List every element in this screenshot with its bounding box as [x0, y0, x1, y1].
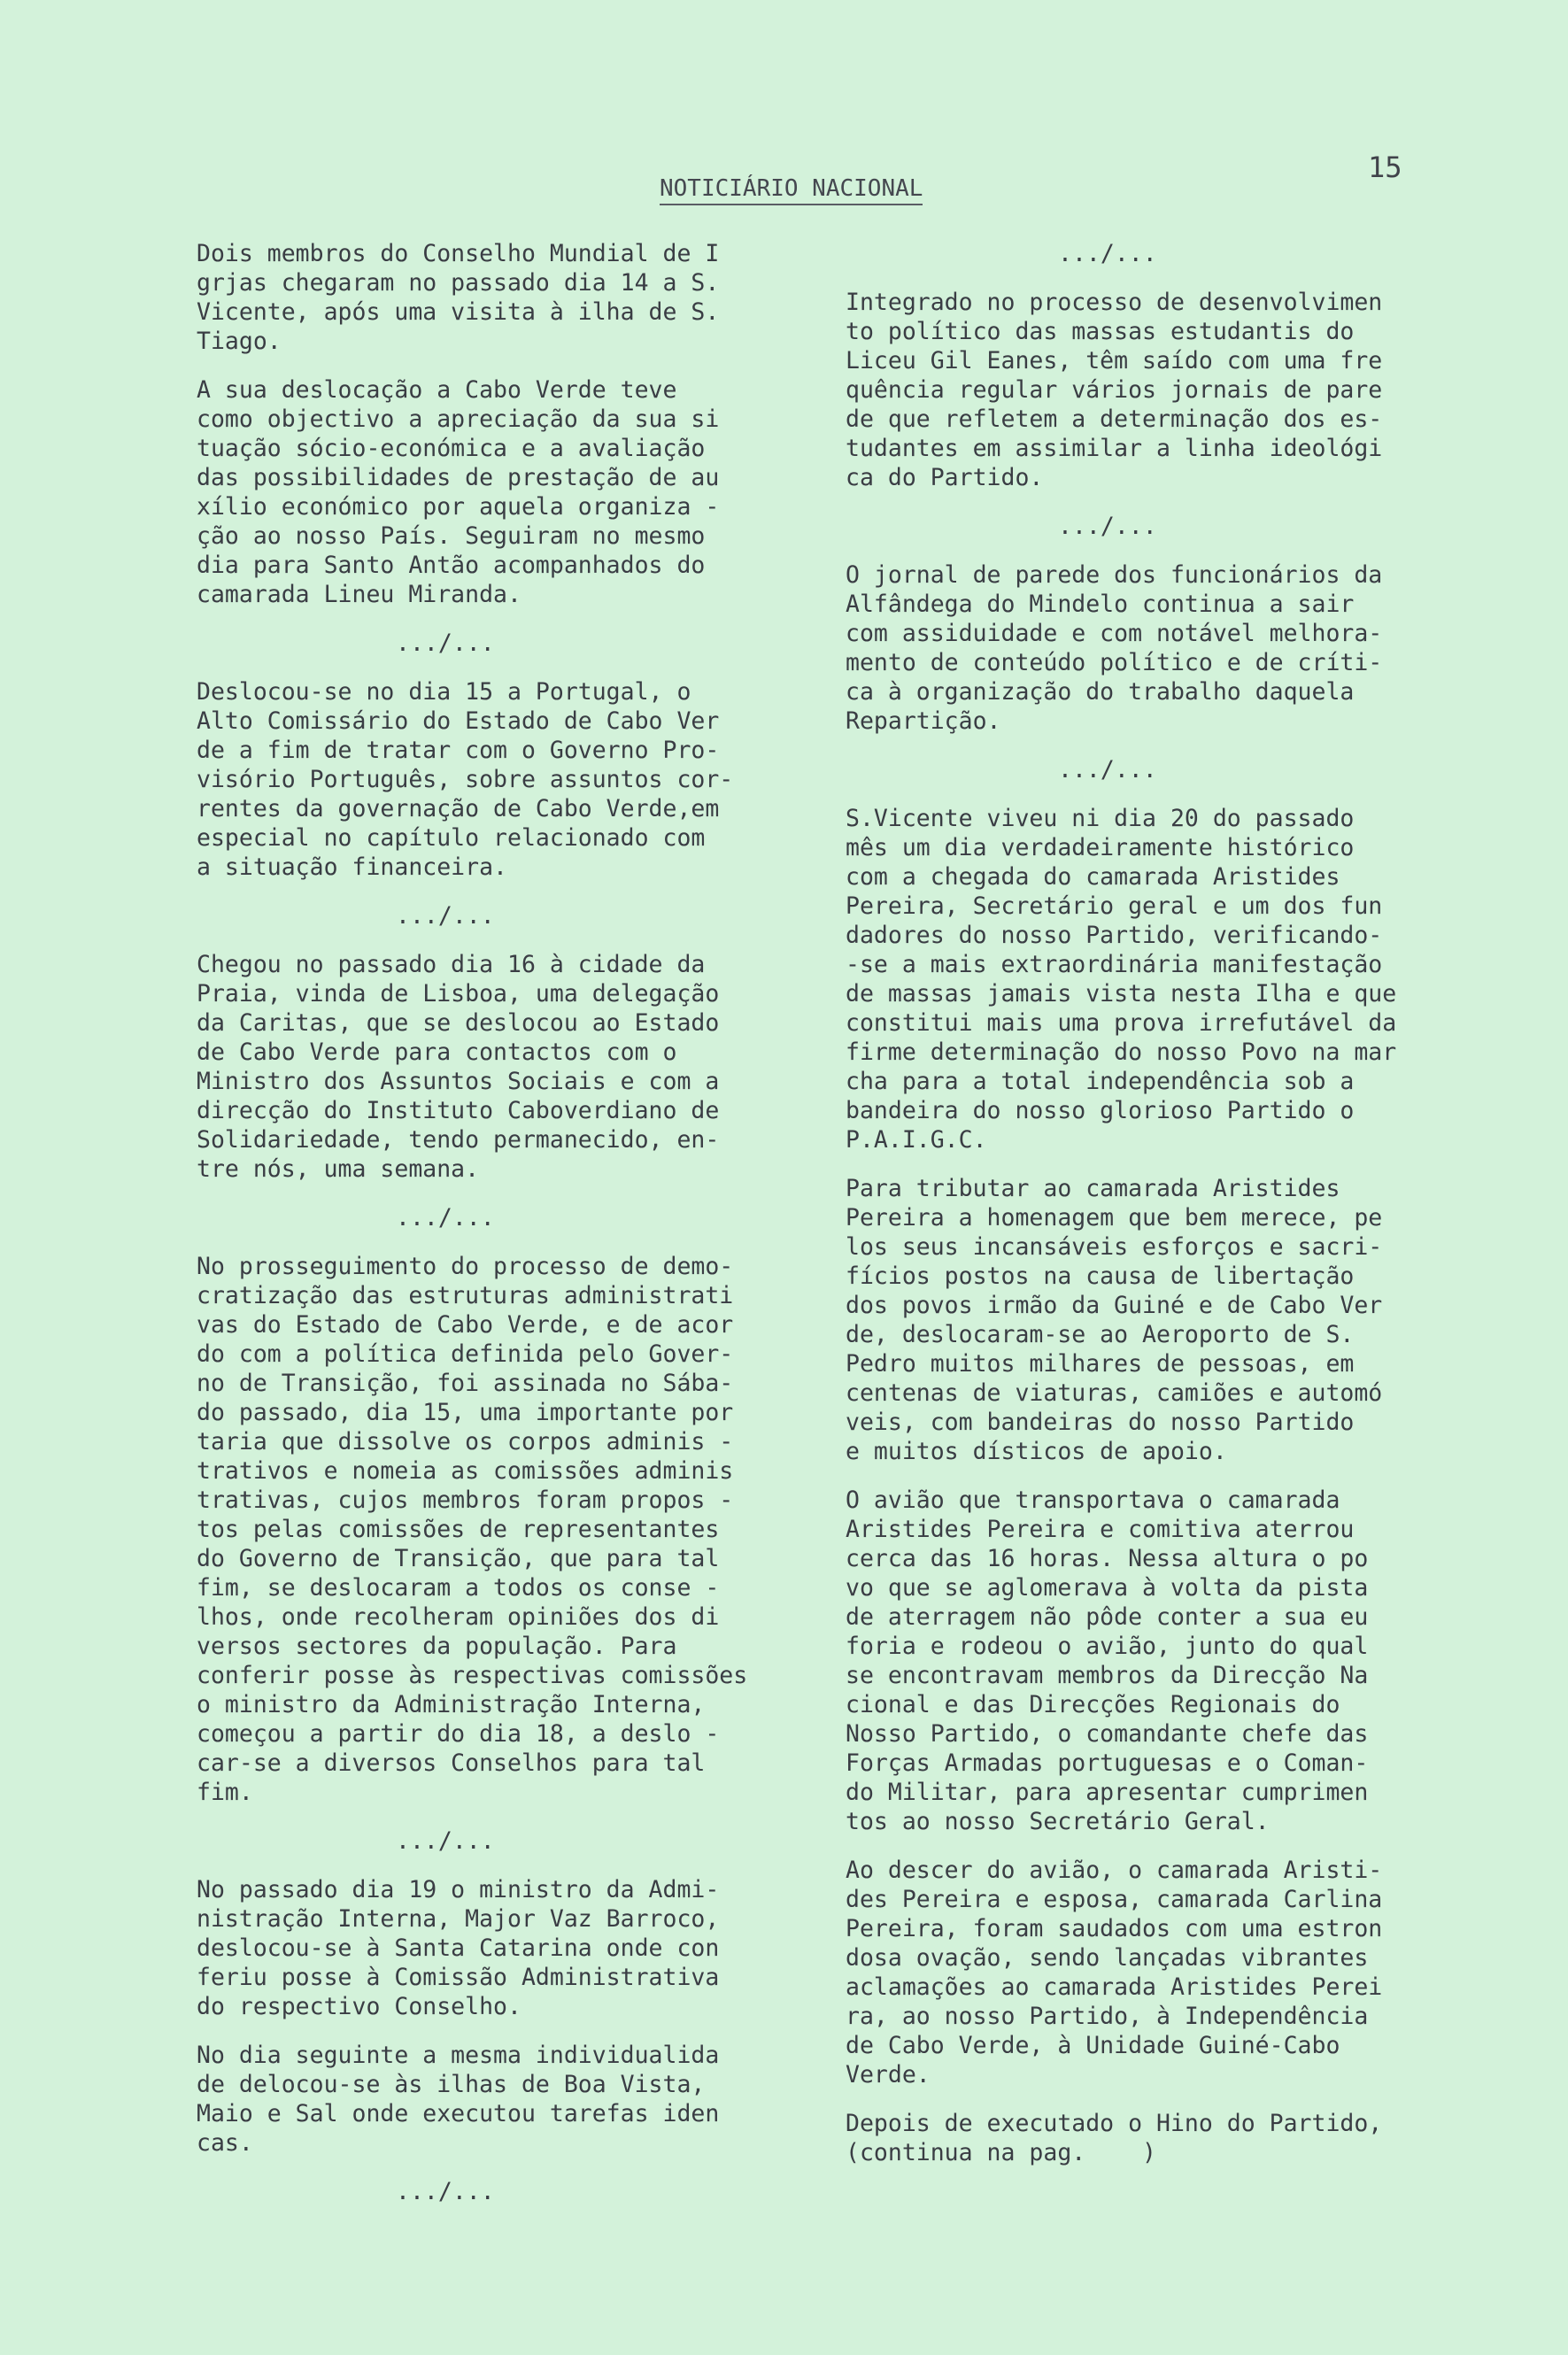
- article-paragraph: Integrado no processo de desenvolvimen to político das massas estudantis do Liceu Gil Eanes, têm saído com uma fre quência regular vários jornais de pare de que refletem a determinação dos es- tudantes em assimilar a linha ideológi ca do Partido.: [846, 289, 1383, 491]
- section-separator: .../...: [1058, 756, 1157, 784]
- section-separator: .../...: [396, 2178, 495, 2205]
- right-column: [846, 239, 1465, 2187]
- article-paragraph: Ao descer do avião, o camarada Aristi- des Pereira e esposa, camarada Carlina Pereira, foram saudados com uma estron dosa ovação, sendo lançadas vibrantes aclamações ao camarada Aristides Perei ra, ao nosso Partido, à Independência de Cabo Verde, à Unidade Guiné-Cabo Verde.: [846, 1857, 1383, 2089]
- left-column: [197, 239, 807, 2226]
- article-paragraph: No passado dia 19 o ministro da Admi- nistração Interna, Major Vaz Barroco, deslocou-se à Santa Catarina onde con feriu posse à Comissão Administrativa do respectivo Conselho.: [197, 1876, 720, 2020]
- article-paragraph: Depois de executado o Hino do Partido, (continua na pag. ): [846, 2110, 1383, 2166]
- page-title: NOTICIÁRIO NACIONAL: [660, 175, 923, 205]
- article-paragraph: O avião que transportava o camarada Aristides Pereira e comitiva aterrou cerca das 16 horas. Nessa altura o po vo que se aglomerava à volta da pista de aterragem não pôde conter a sua eu foria e rodeou o avião, junto do qual se encontravam membros da Direcção Na cional e das Direcções Regionais do Nosso Partido, o comandante chefe das Forças Armadas portuguesas e o Coman- do Militar, para apresentar cumprimen tos ao nosso Secretário Geral.: [846, 1486, 1369, 1835]
- section-separator: .../...: [396, 902, 495, 930]
- section-separator: .../...: [1058, 513, 1157, 540]
- article-paragraph: Deslocou-se no dia 15 a Portugal, o Alto Comissário do Estado de Cabo Ver de a fim de tratar com o Governo Pro- visório Português, sobre assuntos cor- rentes da governação de Cabo Verde,em especial no capítulo relacionado com a situação financeira.: [197, 678, 734, 881]
- article-paragraph: S.Vicente viveu ni dia 20 do passado mês um dia verdadeiramente histórico com a chegada do camarada Aristides Pereira, Secretário geral e um dos fun dadores do nosso Partido, verificando- -se a mais extraordinária manifestação de massas jamais vista nesta Ilha e que constitui mais uma prova irrefutável da firme determinação do nosso Povo na mar cha para a total independência sob a bandeira do nosso glorioso Partido o P.A.I.G.C.: [846, 805, 1397, 1154]
- article-paragraph: O jornal de parede dos funcionários da Alfândega do Mindelo continua a sair com assiduidade e com notável melhora- mento de conteúdo político e de críti- ca à organização do trabalho daquela Repartição.: [846, 561, 1383, 735]
- article-paragraph: Para tributar ao camarada Aristides Pereira a homenagem que bem merece, pe los seus incansáveis esforços e sacri- fícios postos na causa de libertação dos povos irmão da Guiné e de Cabo Ver de, deslocaram-se ao Aeroporto de S. Pedro muitos milhares de pessoas, em centenas de viaturas, camiões e automó veis, com bandeiras do nosso Partido e muitos dísticos de apoio.: [846, 1175, 1383, 1465]
- section-separator: .../...: [396, 1204, 495, 1232]
- article-paragraph: Dois membros do Conselho Mundial de I grjas chegaram no passado dia 14 a S. Vicente, após uma visita à ilha de S. Tiago.: [197, 240, 720, 355]
- page-number: 15: [1368, 151, 1402, 184]
- section-separator: .../...: [396, 1827, 495, 1855]
- article-paragraph: Chegou no passado dia 16 à cidade da Praia, vinda de Lisboa, uma delegação da Caritas, que se deslocou ao Estado de Cabo Verde para contactos com o Ministro dos Assuntos Sociais e com a direcção do Instituto Caboverdiano de Solidariedade, tendo permanecido, en- tre nós, uma semana.: [197, 951, 720, 1183]
- article-paragraph: No dia seguinte a mesma individualida de delocou-se às ilhas de Boa Vista, Maio e Sal onde executou tarefas iden cas.: [197, 2042, 720, 2157]
- section-separator: .../...: [396, 629, 495, 657]
- section-separator: .../...: [1058, 240, 1157, 267]
- article-paragraph: No prosseguimento do processo de demo- cratização das estruturas administrati vas do Estado de Cabo Verde, e de acor do com a política definida pelo Gover- no de Transição, foi assinada no Sába- do passado, dia 15, uma importante por taria que dissolve os corpos adminis - trativos e nomeia as comissões adminis trativas, cujos membros foram propos - tos pelas comissões de representantes do Governo de Transição, que para tal fim, se deslocaram a todos os conse - lhos, onde recolheram opiniões dos di versos sectores da população. Para conferir posse às respectivas comissões o ministro da Administração Interna, começou a partir do dia 18, a deslo - car-se a diversos Conselhos para tal fim.: [197, 1253, 748, 1806]
- article-paragraph: A sua deslocação a Cabo Verde teve como objectivo a apreciação da sua si tuação sócio-económica e a avaliação das possibilidades de prestação de au xílio económico por aquela organiza - ção ao nosso País. Seguiram no mesmo dia para Santo Antão acompanhados do camarada Lineu Miranda.: [197, 376, 720, 608]
